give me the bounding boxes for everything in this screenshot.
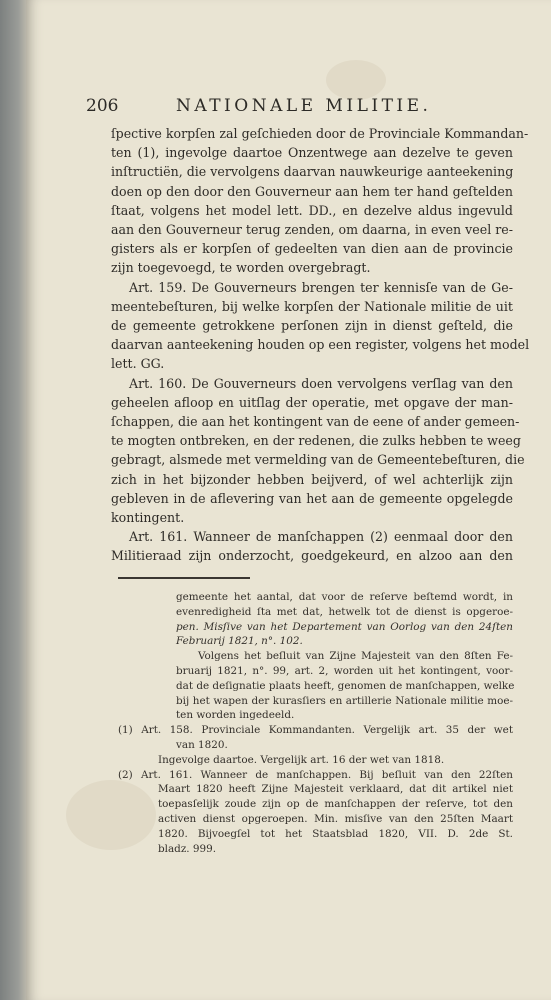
page-number: 206 (86, 96, 119, 116)
text-line: geheelen afloop en uitſlag der operatie, met opgave der man- (111, 394, 513, 410)
text-line: ſtaat, volgens het model lett. DD., en dezelve aldus ingevuld (111, 202, 513, 218)
text-line: zijn toegevoegd, te worden overgebragt. (111, 260, 371, 276)
note-line: 1820. Bijvoegſel tot het Staatsblad 1820, VII. D. 2de St. (158, 827, 513, 840)
note-line: dat de deſignatie plaats heeft, genomen de manſchappen, welke (176, 679, 515, 692)
footnotes (118, 590, 513, 856)
text-line: inſtructiën, die vervolgens daarvan nauwkeurige aanteekening (111, 164, 514, 180)
main-text (111, 124, 530, 566)
footnote-2: (2) Art. 161. Wanneer de manſchappen. Bij beſluit van den 22ſten (118, 768, 513, 781)
article-159-start: Art. 159. De Gouverneurs brengen ter kennisſe van de Ge- (129, 279, 513, 295)
text-line: de gemeente getrokkene perſonen zijn in dienst geſteld, die (111, 318, 513, 334)
text-line: Militieraad zijn onderzocht, goedgekeurd, en alzoo aan den (111, 548, 513, 564)
note-line: bij het wapen der kurasſiers en artillerie Nationale militie moe- (176, 694, 513, 707)
text-line: kontingent. (111, 510, 185, 526)
footnote-rule (118, 577, 250, 579)
page-edge (0, 0, 26, 1000)
footnote-1: (1) Art. 158. Provinciale Kommandanten. Vergelijk art. 35 der wet (118, 724, 513, 737)
note-line: van 1820. (176, 738, 228, 751)
note-line: evenredigheid ſta met dat, hetwelk tot de dienst is opgeroe- (176, 605, 513, 618)
text-line: doen op den door den Gouverneur aan hem ter hand geſtelden (111, 183, 513, 199)
text-line: lett. GG. (111, 356, 165, 372)
note-line: bladz. 999. (158, 842, 217, 855)
text-line: ſchappen, die aan het kontingent van de eene of ander gemeen- (111, 414, 520, 430)
text-line: gebleven in de aflevering van het aan de gemeente opgelegde (111, 490, 513, 506)
note-line: ten worden ingedeeld. (176, 709, 295, 722)
note-line: toepasſelijk zoude zijn op de manſchappen der reſerve, tot den (158, 798, 513, 811)
note-line: pen. Misſive van het Departement van Oorlog van den 24ſten (176, 620, 513, 633)
note-line: Maart 1820 heeft Zijne Majesteit verklaard, dat dit artikel niet (158, 783, 513, 796)
text-line: aan den Gouverneur terug zenden, om daarna, in even veel re- (111, 222, 513, 238)
note-line: Volgens het beſluit van Zijne Majesteit van den 8ſten Fe- (198, 650, 513, 663)
article-161-start: Art. 161. Wanneer de manſchappen (2) eenmaal door den (129, 529, 513, 545)
text-line: gisters als er korpſen of gedeelten van dien aan de provincie (111, 241, 513, 257)
text-line: ſpective korpſen zal geſchieden door de Provinciale Kommandan- (111, 126, 529, 141)
running-title: NATIONALE MILITIE. (176, 96, 432, 116)
text-line: meentebeſturen, bij welke korpſen der Nationale militie de uit (111, 298, 513, 314)
text-line: ten (1), ingevolge daartoe Onzentwege aan dezelve te geven (111, 145, 513, 161)
note-line: gemeente het aantal, dat voor de reſerve beſtemd wordt, in (176, 591, 513, 603)
note-line: Ingevolge daartoe. Vergelijk art. 16 der wet van 1818. (158, 753, 445, 766)
text-line: gebragt, alsmede met vermelding van de Gemeentebeſturen, die (111, 452, 525, 468)
note-line: bruarij 1821, n°. 99, art. 2, worden uit het kontingent, voor- (176, 664, 513, 677)
article-160-start: Art. 160. De Gouverneurs doen vervolgens verſlag van den (129, 375, 513, 391)
text-line: zich in het bijzonder hebben beijverd, of wel achterlijk zijn (111, 471, 513, 487)
note-line: activen dienst opgeroepen. Min. misſive van den 25ſten Maart (158, 812, 513, 825)
paper-stain (326, 60, 386, 100)
note-line: Februarij 1821, n°. 102. (176, 635, 303, 648)
text-line: te mogten ontbreken, en der redenen, die zulks hebben te weeg (111, 433, 521, 449)
text-line: daarvan aanteekening houden op een register, volgens het model (111, 337, 530, 353)
